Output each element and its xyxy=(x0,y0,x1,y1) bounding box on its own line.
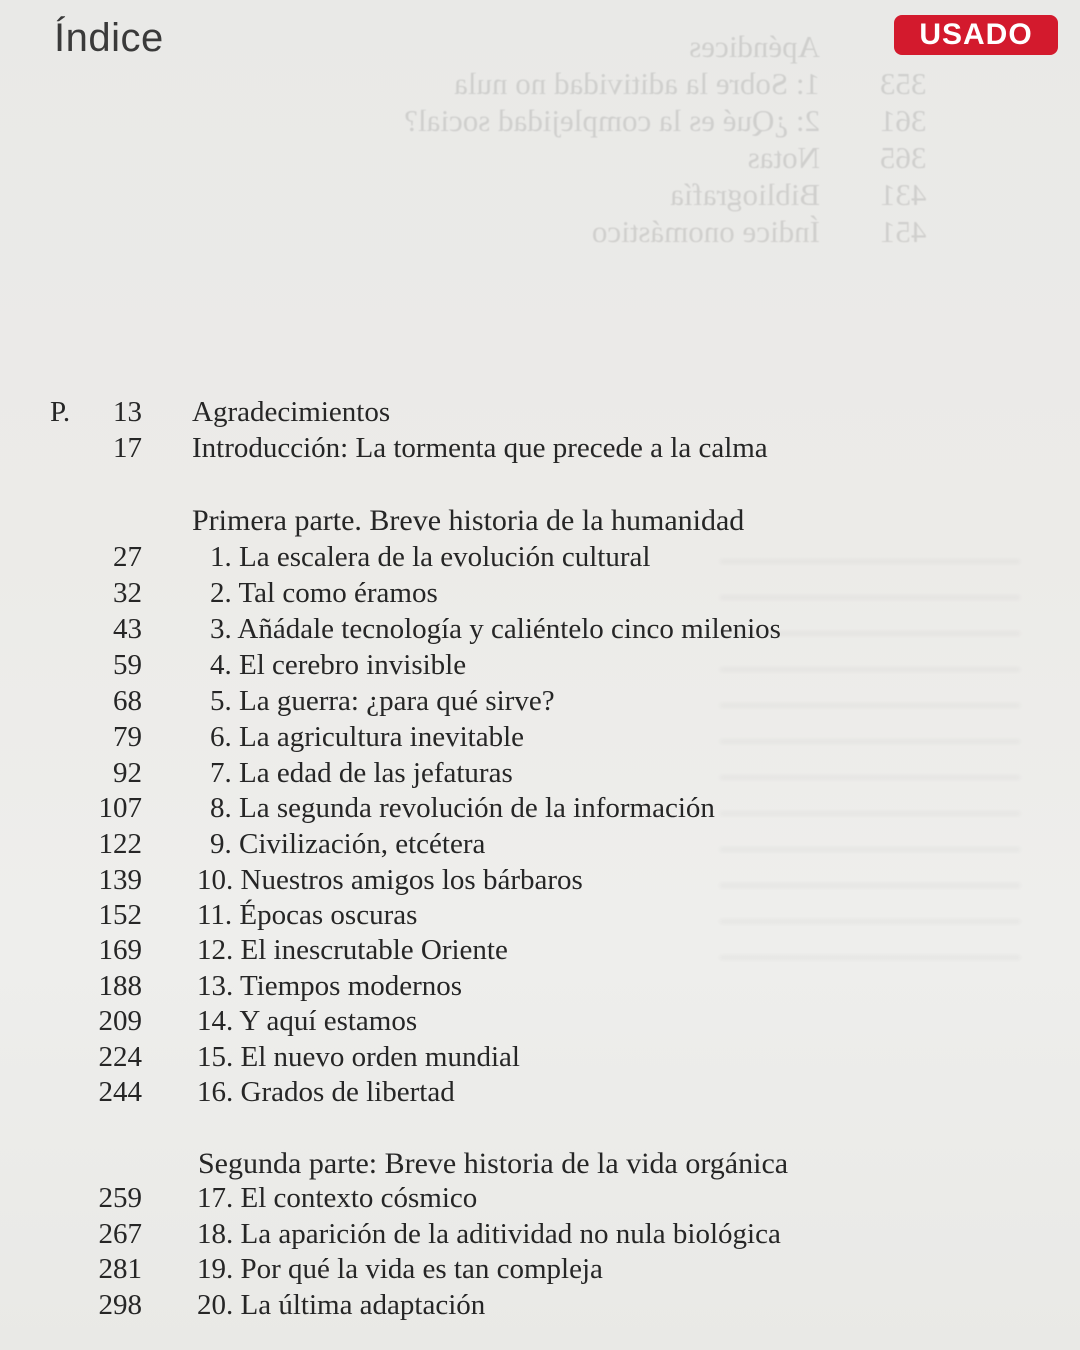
page-number: 298 xyxy=(98,1289,142,1321)
toc-entry xyxy=(0,577,1080,611)
ghost-line: 361 2: ¿Qué es la complejidad social? xyxy=(404,103,927,138)
entry-title: 15. El nuevo orden mundial xyxy=(197,1041,520,1073)
page-number: 122 xyxy=(98,828,142,860)
toc-entry xyxy=(0,1289,1080,1323)
toc-entry xyxy=(0,1041,1080,1075)
toc-entry xyxy=(0,1076,1080,1110)
entry-title: 17. El contexto cósmico xyxy=(197,1182,478,1214)
page-number: 27 xyxy=(113,541,142,573)
page-number: 59 xyxy=(113,649,142,681)
page-number: 169 xyxy=(98,934,142,966)
ghost-line: 431 Bibliografía xyxy=(670,177,927,212)
entry-title: 16. Grados de libertad xyxy=(197,1076,455,1108)
page-number: 43 xyxy=(113,613,142,645)
ghost-line: Apéndices xyxy=(689,29,820,64)
ghost-line: 451 Índice onomástico xyxy=(591,214,927,249)
page-number: 224 xyxy=(98,1041,142,1073)
toc-entry xyxy=(0,649,1080,683)
page-number: 188 xyxy=(98,970,142,1002)
toc-entry xyxy=(0,864,1080,898)
entry-title: 5. La guerra: ¿para qué sirve? xyxy=(210,685,555,717)
page-number: 152 xyxy=(98,899,142,931)
toc-entry xyxy=(0,970,1080,1004)
entry-title: 11. Épocas oscuras xyxy=(197,899,418,931)
toc-entry xyxy=(0,792,1080,826)
entry-title: 13. Tiempos modernos xyxy=(197,970,463,1002)
toc-entry xyxy=(0,1253,1080,1287)
entry-title: 2. Tal como éramos xyxy=(210,577,438,609)
page-number: 32 xyxy=(113,577,142,609)
toc-entry xyxy=(0,1182,1080,1216)
entry-title: 12. El inescrutable Oriente xyxy=(197,934,508,966)
toc-entry xyxy=(0,757,1080,791)
page-number: 267 xyxy=(98,1218,142,1250)
page-number: 79 xyxy=(113,721,142,753)
page-prefix: P. xyxy=(50,396,71,428)
part-heading: Primera parte. Breve historia de la humanidad xyxy=(192,504,745,537)
entry-title: Agradecimientos xyxy=(192,396,391,428)
entry-title: 8. La segunda revolución de la información xyxy=(210,792,715,824)
page-number: 139 xyxy=(98,864,142,896)
page-number: 209 xyxy=(98,1005,142,1037)
page-number: 244 xyxy=(98,1076,142,1108)
toc-entry xyxy=(0,721,1080,755)
toc-entry xyxy=(0,934,1080,968)
toc-entry xyxy=(0,1005,1080,1039)
entry-title: 14. Y aquí estamos xyxy=(197,1005,418,1037)
page-title: Índice xyxy=(54,16,164,60)
page-number: 259 xyxy=(98,1182,142,1214)
page-number: 92 xyxy=(113,757,142,789)
entry-title: Introducción: La tormenta que precede a la calma xyxy=(192,432,768,464)
status-badge: USADO xyxy=(894,15,1058,55)
page-number: 107 xyxy=(98,792,142,824)
page-number: 68 xyxy=(113,685,142,717)
entry-title: 1. La escalera de la evolución cultural xyxy=(210,541,651,573)
entry-title: 4. El cerebro invisible xyxy=(210,649,467,681)
entry-title: 9. Civilización, etcétera xyxy=(210,828,486,860)
toc-entry xyxy=(0,432,1080,466)
toc-entry xyxy=(0,1218,1080,1252)
page-number: 13 xyxy=(113,396,142,428)
show-through-text xyxy=(380,28,960,258)
page-number: 17 xyxy=(113,432,142,464)
toc-entry xyxy=(0,613,1080,647)
toc-entry xyxy=(0,396,1080,430)
entry-title: 20. La última adaptación xyxy=(197,1289,486,1321)
entry-title: 3. Añádale tecnología y caliéntelo cinco milenios xyxy=(210,613,781,645)
page-number: 281 xyxy=(98,1253,142,1285)
entry-title: 6. La agricultura inevitable xyxy=(210,721,525,753)
ghost-line: 365 Notas xyxy=(747,140,927,175)
toc-entry xyxy=(0,541,1080,575)
toc-entry xyxy=(0,685,1080,719)
entry-title: 19. Por qué la vida es tan compleja xyxy=(197,1253,603,1285)
toc-entry xyxy=(0,828,1080,862)
part-heading: Segunda parte: Breve historia de la vida orgánica xyxy=(198,1147,789,1180)
toc-entry xyxy=(0,899,1080,933)
ghost-line: 353 1: Sobre la aditividad no nula xyxy=(454,66,927,101)
entry-title: 18. La aparición de la aditividad no nula biológica xyxy=(197,1218,781,1250)
entry-title: 7. La edad de las jefaturas xyxy=(210,757,513,789)
entry-title: 10. Nuestros amigos los bárbaros xyxy=(197,864,583,896)
